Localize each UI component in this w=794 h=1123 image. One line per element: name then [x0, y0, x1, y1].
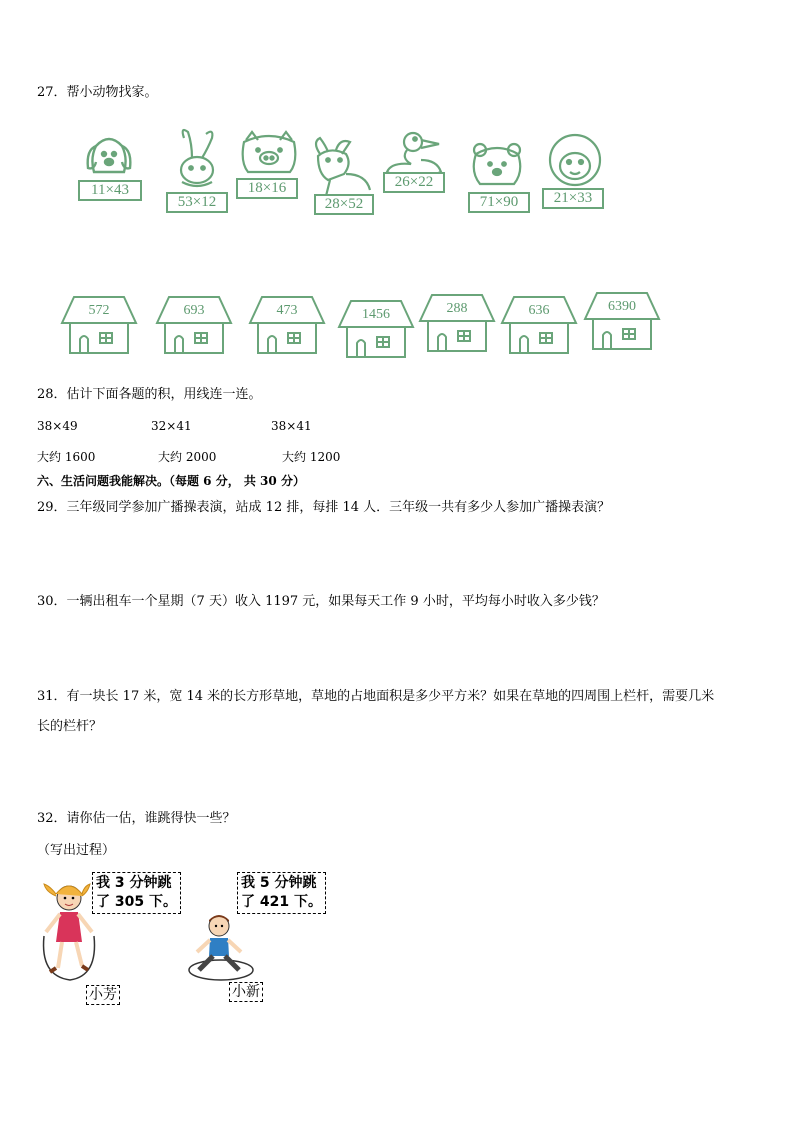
boy-speech-line1: 我 5 分钟跳 — [241, 875, 317, 891]
dog-animal — [74, 128, 144, 206]
girl-speech-line2: 了 305 下。 — [96, 894, 177, 910]
house-5[interactable] — [418, 291, 496, 353]
house-1[interactable] — [60, 293, 138, 355]
house-number: 288 — [446, 301, 468, 316]
rabbit-animal — [162, 128, 232, 218]
animal-rabbit-sign: 53×12 — [166, 192, 228, 213]
animal-dog-sign: 11×43 — [78, 180, 142, 201]
boy-name-label: 小新 — [229, 982, 263, 1002]
q32-note: （写出过程） — [37, 843, 116, 858]
house-7[interactable] — [583, 289, 661, 351]
house-4[interactable] — [337, 297, 415, 359]
house-number: 6390 — [608, 299, 636, 314]
house-number: 572 — [88, 303, 110, 318]
bear-animal — [464, 140, 534, 210]
q28-estimate-2: 大约 2000 — [158, 450, 217, 464]
house-number: 693 — [183, 303, 205, 318]
q31-text-line1: 31．有一块长 17 米，宽 14 米的长方形草地，草地的占地面积是多少平方米？如果在草地的四周围上栏杆，需要几米 — [37, 689, 715, 704]
bear-icon — [464, 140, 534, 194]
animal-goat-sign: 28×52 — [314, 194, 374, 215]
duck-animal — [381, 128, 451, 188]
q28-expression-3: 38×41 — [271, 419, 312, 433]
house-3[interactable] — [248, 293, 326, 355]
animal-pig-sign: 18×16 — [236, 178, 298, 199]
house-6[interactable] — [500, 293, 578, 355]
q28-expression-1: 38×49 — [37, 419, 78, 433]
q31-text-line2: 长的栏杆？ — [37, 719, 103, 734]
monkey-icon — [540, 132, 610, 192]
boy-speech-bubble — [237, 872, 326, 914]
q30-text: 30．一辆出租车一个星期（7 天）收入 1197 元，如果每天工作 9 小时，平均每小时收入多少钱？ — [37, 594, 605, 609]
q28-estimate-3: 大约 1200 — [282, 450, 341, 464]
animal-monkey-sign: 21×33 — [542, 188, 604, 209]
girl-speech-line1: 我 3 分钟跳 — [96, 875, 172, 891]
q28-title: 28．估计下面各题的积，用线连一连。 — [37, 387, 262, 402]
house-number: 636 — [528, 303, 550, 318]
girl-speech-bubble — [92, 872, 181, 914]
q27-title: 27．帮小动物找家。 — [37, 85, 158, 100]
q29-text: 29．三年级同学参加广播操表演，站成 12 排，每排 14 人．三年级一共有多少人参加广播操表演？ — [37, 500, 611, 515]
section-6-heading: 六、生活问题我能解决。（每题 6 分， 共 30 分） — [37, 474, 305, 488]
house-number: 473 — [276, 303, 298, 318]
q32-title: 32．请你估一估，谁跳得快一些？ — [37, 811, 236, 826]
house-2[interactable] — [155, 293, 233, 355]
q28-estimate-1: 大约 1600 — [37, 450, 96, 464]
goat-animal — [306, 134, 378, 212]
girl-name-label: 小芳 — [86, 985, 120, 1005]
boy-speech-line2: 了 421 下。 — [241, 894, 322, 910]
house-number: 1456 — [362, 307, 390, 322]
pig-animal — [234, 128, 304, 196]
animal-bear-sign: 71×90 — [468, 192, 530, 213]
goat-icon — [306, 134, 378, 200]
q28-expression-2: 32×41 — [151, 419, 192, 433]
animal-duck-sign: 26×22 — [383, 172, 445, 193]
boy-jumping-rope-illustration — [183, 912, 255, 984]
monkey-animal — [540, 132, 610, 206]
